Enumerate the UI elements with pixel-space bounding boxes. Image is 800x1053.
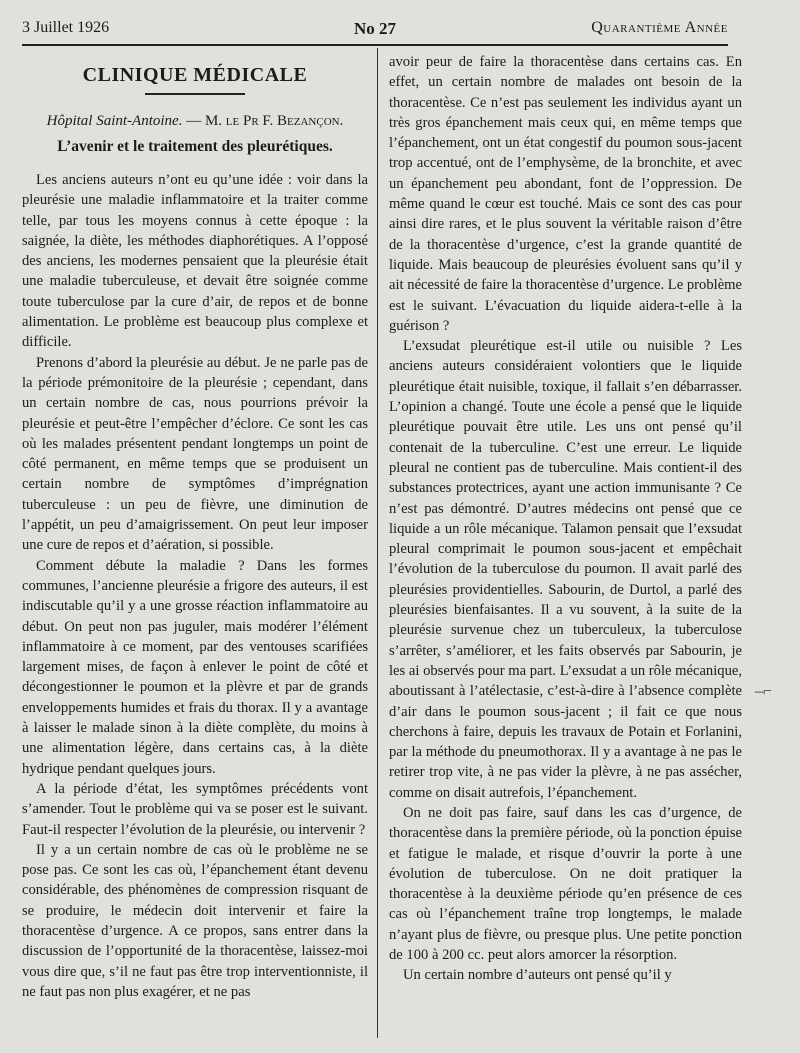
hospital-line xyxy=(22,113,368,130)
title-rule xyxy=(145,93,245,95)
hospital-name: Hôpital Saint-Antoine. xyxy=(46,113,183,129)
section-title: CLINIQUE MÉDICALE xyxy=(82,64,308,86)
paragraph: Les anciens auteurs n’ont eu qu’une idée : voir dans la pleurésie une maladie inflammatoire et la traiter comme telle, par tous les moyens connus à cette époque : la saignée, la diète, les méthodes diaphorétiques. A l’opposé des anciens, les modernes pensaient que la pleurésie était une maladie tuberculeuse, et devait être soignée comme toute tuberculose par la cure d’air, de repos et de bonne alimentation. Le problème est beaucoup plus complexe et difficile. xyxy=(22,172,368,351)
paragraph: Comment débute la maladie ? Dans les formes communes, l’ancienne pleurésie a frigore des auteurs, il est indiscutable qu’il y a une grosse réaction inflammatoire au début. On peut non pas juguler, mais modérer l’élément inflammatoire à ce moment, par des ventouses scarifiées largement mises, de façon à enlever le point de côté et décongestionner le poumon et la plèvre et par de grands enveloppements humides et frais du thorax. Il y a avantage à laisser le malade sinon à la diète complète, du moins à une alimentation légère, dans certains cas, à la diète hydrique pendant quelques jours. xyxy=(22,557,368,777)
paragraph: On ne doit pas faire, sauf dans les cas d’urgence, de thoracentèse dans la première période, où la ponction épuise et fatigue le malade, et risque d’ouvrir la porte à une évolution de tuberculose. On ne doit pratiquer la thoracentèse à la deuxième période qu’en présence de ces cas où l’épanchement traîne trop longtemps, le malade n’ayant plus de fièvre, ou presque plus. Une petite ponction de 100 à 200 cc. peut alors amorcer la résorption. xyxy=(389,804,742,964)
header-year: Quarantième Année xyxy=(591,19,728,36)
article-title: L’avenir et le traitement des pleurétiques. xyxy=(57,138,333,155)
paragraph: avoir peur de faire la thoracentèse dans certains cas. En effet, un certain nombre de malades ont besoin de la thoracentèse. Ce n’est pas seulement les individus ayant un très gros épanchement mais ceux qui, en même temps que l’épanchement, ont un état congestif du poumon sous-jacent trop accentué, ont de l’emphysème, de la bronchite, et avec un épanchement peu abondant, font de l’oppression. De même quand le cœur est touché. Mais ce sont des cas pour ainsi dire rares, et le plus souvent la véritable raison d’être de la thoracentèse d’urgence, c’est la grande quantité de liquide. Mais beaucoup de pleurésies évoluent sans qu’il y ait nécessité de faire la thoracentèse d’urgence. Le problème est le suivant. L’évacuation du liquide aidera-t-elle à la guérison ? xyxy=(389,54,742,334)
header-date: 3 Juillet 1926 xyxy=(22,19,110,36)
paragraph: A la période d’état, les symptômes précédents vont s’amender. Tout le problème qui va se poser est le suivant. Faut-il respecter l’évolution de la pleurésie, ou intervenir ? xyxy=(22,780,368,838)
paragraph: L’exsudat pleurétique est-il utile ou nuisible ? Les anciens auteurs considéraient volontiers que le liquide pleurétique était nuisible, toxique, il fallait s’en débarrasser. L’opinion a changé. Toute une école a pensé que le liquide pleurétique pouvait être utile. Les uns ont pensé qu’il contenait de la tuberculine. C’est une erreur. Le liquide pleural ne contient pas de tuberculine. Mais contient-il des substances protectrices, ayant une action immunisante ? Ce n’est pas démontré. D’autres médecins ont pensé que ce liquide a un rôle mécanique. Talamon pensait que l’exsudat pleural comprimait le poumon sous-jacent et empêchait l’évolution de la tuberculose du poumon. Il avait parlé des pleurésies providentielles. Sabourin, de Durtol, a parlé des pleurésies bienfaisantes. Il a vu souvent, à la suite de la pleurésie survenue chez un tuberculeux, la tuberculose s’arrêter, s’améliorer, et les faits observés par Sabourin, je les ai observés pour ma part. L’exsudat a un rôle mécanique, aboutissant à l’atélectasie, c’est-à-dire à l’absence complète d’air dans le poumon sous-jacent ; il fait ce que nous cherchons à faire, depuis les travaux de Potain et Forlanini, par la méthode du pneumothorax. Il y a avantage à ne pas le retirer trop vite, à ne pas vider la plèvre, à ne pas assécher, comme on disait autrefois, l’épanchement. xyxy=(389,338,742,801)
page-header xyxy=(22,16,728,46)
author-name: — M. le Pr F. Bezançon. xyxy=(186,113,344,129)
margin-annotation: –⌐ xyxy=(755,683,773,700)
right-column xyxy=(389,52,742,986)
paragraph: Prenons d’abord la pleurésie au début. Je ne parle pas de la période prémonitoire de la pleurésie ; cependant, dans un certain nombre de cas, nous pourrions prévoir la pleurésie et peut-être l’empêcher d’éclore. Ce sont les cas où les malades présentent pendant longtemps un point de côté permanent, en même temps que se produisent un certain nombre de symptômes d’imprégnation tuberculeuse : un peu de fièvre, une diminution de l’appétit, un peu d’amaigrissement. On peut leur imposer une cure de repos et d’aération, si possible. xyxy=(22,354,368,554)
left-column xyxy=(22,52,368,1002)
header-issue-number: No 27 xyxy=(353,19,397,38)
column-divider xyxy=(377,48,378,1038)
paragraph: Un certain nombre d’auteurs ont pensé qu’il y xyxy=(403,967,672,984)
paragraph: Il y a un certain nombre de cas où le problème ne se pose pas. Ce sont les cas où, l’épanchement étant devenu considérable, des phénomènes de compression risquant de se produire, le médecin doit intervenir et faire la thoracentèse d’urgence. A ce propos, sans entrer dans la discussion de l’opportunité de la thoracentèse, laissez-moi vous dire que, s’il ne faut pas être trop interventionniste, il ne faut pas non plus exagérer, et ne pas xyxy=(22,841,368,1000)
